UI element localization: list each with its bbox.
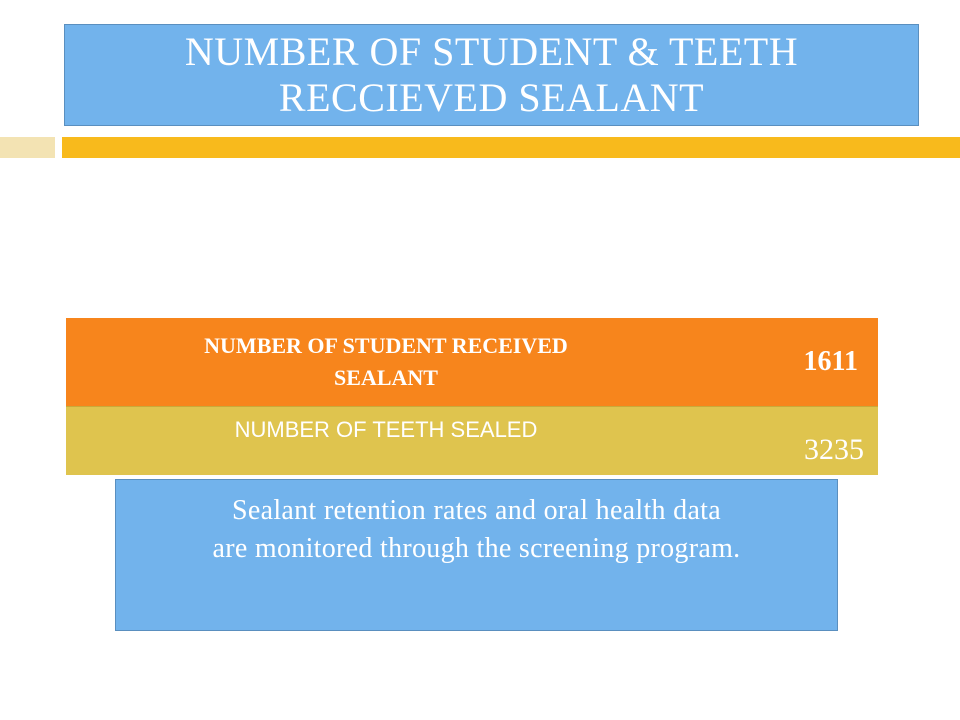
note-line2: are monitored through the screening program. <box>212 533 741 564</box>
teeth-label: NUMBER OF TEETH SEALED <box>66 407 706 476</box>
students-value: 1611 <box>706 318 878 407</box>
note-text <box>116 492 837 568</box>
students-label <box>66 318 706 407</box>
accent-bar <box>62 137 960 158</box>
table-row <box>66 318 878 407</box>
accent-bar-left <box>0 137 55 158</box>
note-line1: Sealant retention rates and oral health data <box>232 495 721 526</box>
slide-title <box>185 29 798 121</box>
table-row <box>66 407 878 476</box>
slide-title-line1: NUMBER OF STUDENT & TEETH <box>184 29 799 74</box>
students-label-line1: NUMBER OF STUDENT RECEIVED <box>204 333 568 358</box>
students-label-line2: SEALANT <box>334 365 438 390</box>
stats-table <box>66 318 878 475</box>
slide-title-line2: RECCIEVED SEALANT <box>278 75 705 120</box>
teeth-value: 3235 <box>706 407 878 476</box>
note-box <box>115 479 838 631</box>
title-box <box>64 24 919 126</box>
